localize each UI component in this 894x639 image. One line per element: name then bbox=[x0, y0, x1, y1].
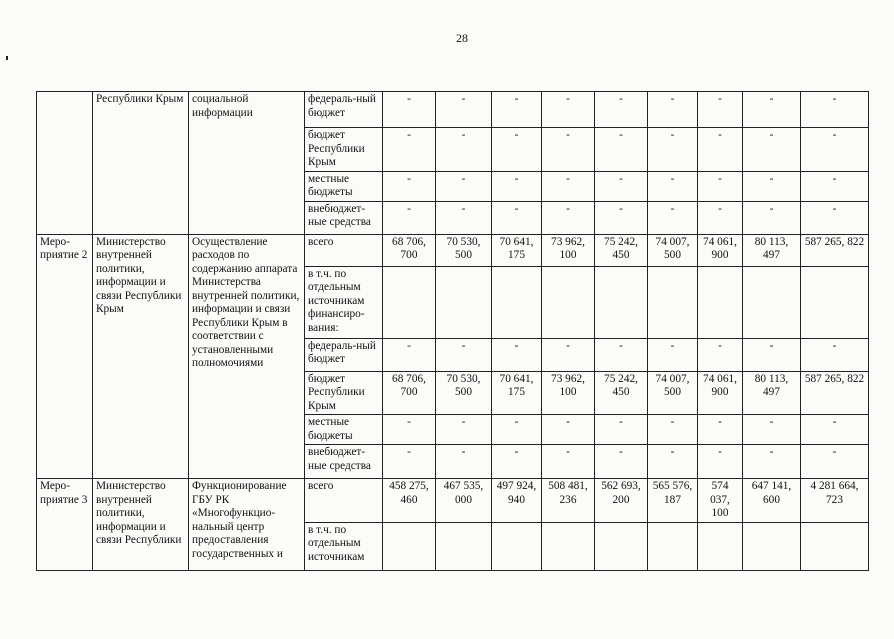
value-cell: 75 242, 450 bbox=[595, 371, 648, 415]
funding-source-cell: в т.ч. по отдельным источникам bbox=[305, 522, 383, 570]
value-cell: - bbox=[648, 171, 698, 201]
value-cell: - bbox=[743, 415, 801, 445]
value-cell: 80 113, 497 bbox=[743, 371, 801, 415]
value-cell: - bbox=[743, 338, 801, 371]
executor-cell: Министерство внутренней политики, информации и связи Республики Крым bbox=[93, 234, 189, 479]
value-cell: - bbox=[383, 128, 436, 172]
value-cell: - bbox=[542, 128, 595, 172]
value-cell: 70 641, 175 bbox=[492, 234, 542, 266]
value-cell: - bbox=[436, 415, 492, 445]
value-cell: 565 576, 187 bbox=[648, 479, 698, 523]
funding-source-cell: местные бюджеты bbox=[305, 415, 383, 445]
page-number: 28 bbox=[456, 31, 468, 45]
event-cell: Меро-приятие 2 bbox=[37, 234, 93, 479]
value-cell bbox=[743, 266, 801, 338]
funding-source-cell: всего bbox=[305, 479, 383, 523]
value-cell: 74 061, 900 bbox=[698, 234, 743, 266]
value-cell: - bbox=[383, 92, 436, 128]
value-cell: - bbox=[698, 128, 743, 172]
value-cell: - bbox=[801, 171, 869, 201]
value-cell: - bbox=[492, 445, 542, 479]
value-cell: 73 962, 100 bbox=[542, 234, 595, 266]
value-cell: - bbox=[801, 445, 869, 479]
value-cell: - bbox=[595, 128, 648, 172]
value-cell: - bbox=[436, 92, 492, 128]
value-cell: - bbox=[492, 128, 542, 172]
value-cell: - bbox=[743, 201, 801, 234]
table-row bbox=[37, 234, 869, 266]
value-cell bbox=[436, 266, 492, 338]
value-cell: - bbox=[436, 201, 492, 234]
value-cell: - bbox=[801, 128, 869, 172]
funding-source-cell: местные бюджеты bbox=[305, 171, 383, 201]
value-cell: 508 481, 236 bbox=[542, 479, 595, 523]
value-cell: 68 706, 700 bbox=[383, 371, 436, 415]
value-cell bbox=[436, 522, 492, 570]
value-cell bbox=[383, 522, 436, 570]
value-cell: 587 265, 822 bbox=[801, 371, 869, 415]
value-cell: 458 275, 460 bbox=[383, 479, 436, 523]
funding-source-cell: внебюджет-ные средства bbox=[305, 445, 383, 479]
value-cell: - bbox=[743, 92, 801, 128]
value-cell: - bbox=[383, 338, 436, 371]
value-cell: 73 962, 100 bbox=[542, 371, 595, 415]
value-cell: - bbox=[542, 415, 595, 445]
value-cell: - bbox=[801, 201, 869, 234]
event-cell bbox=[37, 92, 93, 235]
description-cell: Функционирование ГБУ РК «Многофункцио-нальный центр предоставления государственных и bbox=[189, 479, 305, 571]
value-cell: - bbox=[595, 445, 648, 479]
funding-source-cell: федераль-ный бюджет bbox=[305, 92, 383, 128]
value-cell: - bbox=[595, 415, 648, 445]
value-cell: - bbox=[801, 338, 869, 371]
value-cell: - bbox=[383, 171, 436, 201]
executor-cell: Министерство внутренней политики, информации и связи Республики bbox=[93, 479, 189, 571]
value-cell bbox=[542, 266, 595, 338]
table-row bbox=[37, 479, 869, 523]
table-row bbox=[37, 92, 869, 128]
value-cell: 70 530, 500 bbox=[436, 234, 492, 266]
funding-source-cell: в т.ч. по отдельным источникам финансиро-вания: bbox=[305, 266, 383, 338]
funding-source-cell: федераль-ный бюджет bbox=[305, 338, 383, 371]
value-cell: - bbox=[698, 92, 743, 128]
value-cell: - bbox=[648, 445, 698, 479]
value-cell bbox=[595, 522, 648, 570]
value-cell: - bbox=[595, 201, 648, 234]
value-cell: - bbox=[542, 201, 595, 234]
value-cell: - bbox=[542, 92, 595, 128]
value-cell: 75 242, 450 bbox=[595, 234, 648, 266]
value-cell: 70 641, 175 bbox=[492, 371, 542, 415]
value-cell: 74 007, 500 bbox=[648, 234, 698, 266]
value-cell: 68 706, 700 bbox=[383, 234, 436, 266]
value-cell: 74 061, 900 bbox=[698, 371, 743, 415]
value-cell: - bbox=[492, 92, 542, 128]
description-cell: Осуществление расходов по содержанию аппарата Министерства внутренней политики, информации и связи Республики Крым в соответствии с установленными полномочиями bbox=[189, 234, 305, 479]
funding-source-cell: всего bbox=[305, 234, 383, 266]
value-cell bbox=[492, 522, 542, 570]
funding-source-cell: бюджет Республики Крым bbox=[305, 371, 383, 415]
value-cell bbox=[801, 266, 869, 338]
value-cell: - bbox=[595, 171, 648, 201]
value-cell: - bbox=[492, 338, 542, 371]
value-cell: 4 281 664, 723 bbox=[801, 479, 869, 523]
value-cell bbox=[542, 522, 595, 570]
value-cell: - bbox=[698, 338, 743, 371]
funding-source-cell: внебюджет-ные средства bbox=[305, 201, 383, 234]
value-cell: - bbox=[542, 171, 595, 201]
value-cell: - bbox=[801, 415, 869, 445]
value-cell: - bbox=[698, 445, 743, 479]
value-cell: - bbox=[492, 415, 542, 445]
value-cell bbox=[648, 522, 698, 570]
value-cell: - bbox=[595, 92, 648, 128]
value-cell bbox=[383, 266, 436, 338]
value-cell bbox=[743, 522, 801, 570]
value-cell bbox=[698, 522, 743, 570]
value-cell: 497 924, 940 bbox=[492, 479, 542, 523]
value-cell bbox=[698, 266, 743, 338]
event-cell: Меро-приятие 3 bbox=[37, 479, 93, 571]
value-cell bbox=[492, 266, 542, 338]
value-cell: - bbox=[698, 171, 743, 201]
value-cell: - bbox=[542, 338, 595, 371]
value-cell: - bbox=[436, 445, 492, 479]
value-cell: 467 535, 000 bbox=[436, 479, 492, 523]
value-cell: 647 141, 600 bbox=[743, 479, 801, 523]
value-cell: - bbox=[698, 415, 743, 445]
value-cell bbox=[648, 266, 698, 338]
value-cell: - bbox=[648, 92, 698, 128]
value-cell: - bbox=[436, 338, 492, 371]
value-cell: - bbox=[648, 128, 698, 172]
value-cell: - bbox=[648, 201, 698, 234]
value-cell: 74 007, 500 bbox=[648, 371, 698, 415]
value-cell: - bbox=[648, 338, 698, 371]
value-cell: - bbox=[383, 445, 436, 479]
value-cell: 70 530, 500 bbox=[436, 371, 492, 415]
value-cell: 587 265, 822 bbox=[801, 234, 869, 266]
value-cell: 574 037, 100 bbox=[698, 479, 743, 523]
funding-source-cell: бюджет Республики Крым bbox=[305, 128, 383, 172]
value-cell: - bbox=[698, 201, 743, 234]
value-cell: - bbox=[383, 201, 436, 234]
value-cell: - bbox=[383, 415, 436, 445]
value-cell: - bbox=[743, 128, 801, 172]
executor-cell: Республики Крым bbox=[93, 92, 189, 235]
value-cell bbox=[801, 522, 869, 570]
value-cell: - bbox=[743, 171, 801, 201]
value-cell: - bbox=[743, 445, 801, 479]
scan-mark bbox=[6, 56, 8, 60]
value-cell: - bbox=[492, 201, 542, 234]
value-cell: - bbox=[492, 171, 542, 201]
value-cell: - bbox=[436, 128, 492, 172]
budget-table bbox=[36, 91, 869, 571]
value-cell bbox=[595, 266, 648, 338]
value-cell: - bbox=[595, 338, 648, 371]
value-cell: 80 113, 497 bbox=[743, 234, 801, 266]
value-cell: 562 693, 200 bbox=[595, 479, 648, 523]
value-cell: - bbox=[801, 92, 869, 128]
value-cell: - bbox=[648, 415, 698, 445]
description-cell: социальной информации bbox=[189, 92, 305, 235]
value-cell: - bbox=[436, 171, 492, 201]
value-cell: - bbox=[542, 445, 595, 479]
